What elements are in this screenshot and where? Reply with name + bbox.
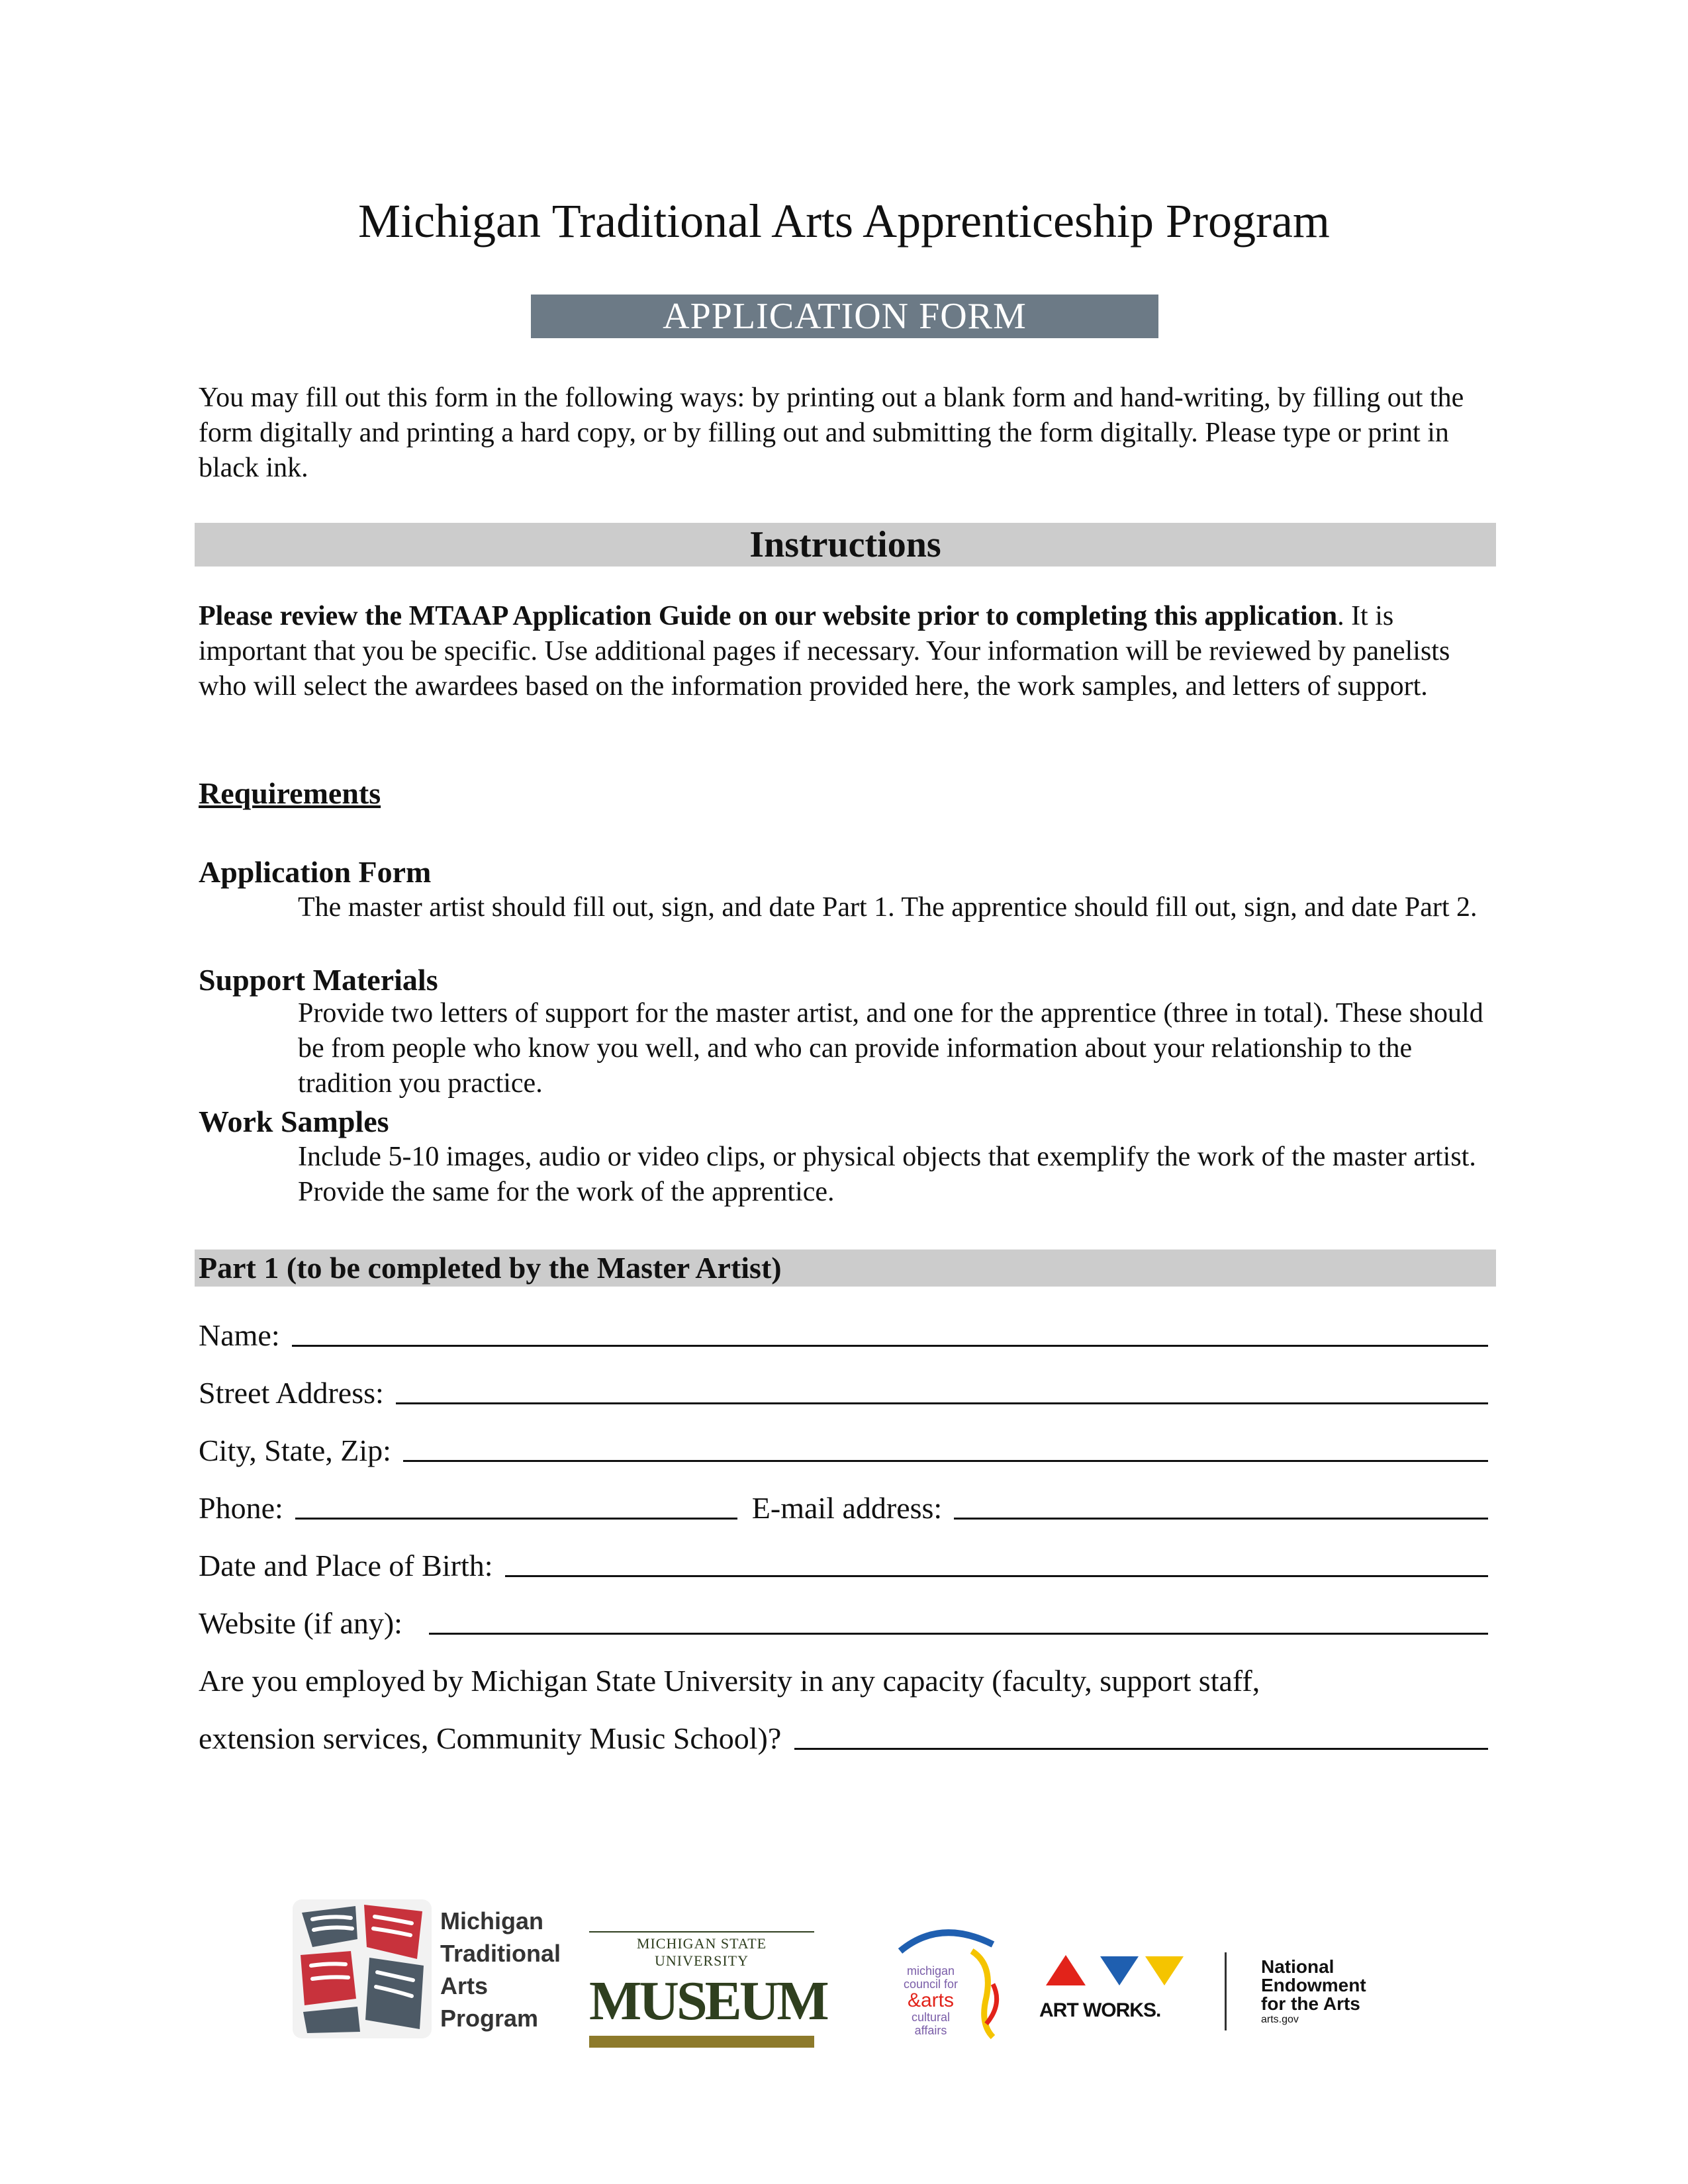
instructions-heading: Instructions [195, 523, 1496, 567]
mcaca-arts: arts [921, 1989, 955, 2011]
nea-word-2: Endowment [1261, 1975, 1366, 1995]
msu-question-text-1: Are you employed by Michigan State University in any capacity (faculty, support staff, [199, 1664, 1260, 1698]
instructions-paragraph [199, 599, 1496, 704]
birth-field-row [199, 1551, 1488, 1581]
req-application-form-title: Application Form [199, 855, 432, 889]
req-support-materials-text: Provide two letters of support for the master artist, and one for the apprentice (three in total). These should be from people who know you well, and who can provide information about your relationship to the tradition you practice. [298, 998, 1483, 1099]
email-label: E-mail address: [751, 1491, 943, 1525]
name-label: Name: [199, 1318, 280, 1352]
mcaca-amp: & [907, 1989, 921, 2011]
req-work-samples-title: Work Samples [199, 1105, 389, 1138]
website-label: Website (if any): [199, 1606, 402, 1640]
form-banner: APPLICATION FORM [531, 295, 1158, 338]
mcaca-word-4: cultural [911, 2011, 951, 2024]
website-input[interactable] [429, 1633, 1488, 1635]
mtap-word-1: Michigan [440, 1907, 544, 1934]
mtap-hands-logo [293, 1899, 432, 2038]
artworks-triangles-icon [1039, 1951, 1192, 1991]
sponsor-logos [0, 1899, 1688, 2071]
email-input[interactable] [954, 1518, 1488, 1520]
req-work-samples-text: Include 5-10 images, audio or video clips, or physical objects that exemplify the work of the master artist. Provide the same for the work of the apprentice. [298, 1142, 1476, 1207]
phone-label: Phone: [199, 1491, 283, 1525]
artworks-text: ART WORKS. [1039, 1999, 1161, 2021]
msu-top-text: MICHIGAN STATE UNIVERSITY [589, 1931, 814, 1970]
req-application-form-text: The master artist should fill out, sign, and date Part 1. The apprentice should fill out, sign, and date Part 2. [298, 892, 1477, 923]
name-input[interactable] [292, 1345, 1488, 1347]
nea-url: arts.gov [1261, 2014, 1299, 2025]
date-place-birth-input[interactable] [505, 1575, 1488, 1577]
msu-employment-input[interactable] [794, 1748, 1488, 1750]
city-label: City, State, Zip: [199, 1433, 391, 1467]
phone-email-row [199, 1493, 1488, 1524]
mcaca-word-2: council for [903, 1978, 959, 1991]
city-field-row [199, 1435, 1488, 1466]
mcaca-text [898, 1964, 964, 2037]
mcaca-logo [894, 1925, 1006, 2044]
msu-gold-bar [589, 2036, 814, 2048]
instructions-rest: . It is important that you be specific. Use additional pages if necessary. Your information will be reviewed by panelists who will select the awardees based on the information provided here, the work samples, and letters of support. [199, 601, 1450, 702]
requirements-heading: Requirements [199, 776, 381, 810]
birth-label: Date and Place of Birth: [199, 1549, 493, 1582]
nea-word-1: National [1261, 1956, 1335, 1977]
intro-text: You may fill out this form in the following ways: by printing out a blank form and hand-writing, by filling out the form digitally and printing a hard copy, or by filling out and submitting the form digitally. Please type or print in black ink. [199, 383, 1464, 483]
mtap-word-2: Traditional [440, 1940, 561, 1967]
req-support-materials-title: Support Materials [199, 963, 438, 997]
part1-heading: Part 1 (to be completed by the Master Artist) [195, 1250, 1496, 1287]
street-field-row [199, 1378, 1488, 1408]
name-field-row [199, 1320, 1488, 1351]
mtap-word-4: Program [440, 2005, 539, 2032]
website-field-row [199, 1608, 1488, 1639]
artworks-logo [1039, 1951, 1192, 2030]
instructions-bold-lead: Please review the MTAAP Application Guide on our website prior to completing this application [199, 601, 1338, 631]
msu-question-text-2: extension services, Community Music School)? [199, 1721, 782, 1755]
page-title: Michigan Traditional Arts Apprenticeship Program [358, 195, 1330, 248]
nea-word-3: for the Arts [1261, 1993, 1360, 2014]
nea-logo [1261, 1958, 1366, 2026]
msu-museum-logo [589, 1931, 827, 2037]
mtap-word-3: Arts [440, 1972, 489, 1999]
street-label: Street Address: [199, 1376, 384, 1410]
msu-question-row [199, 1723, 1488, 1754]
intro-paragraph [199, 381, 1496, 486]
msu-question-line1 [199, 1666, 1488, 1696]
logo-divider [1225, 1952, 1227, 2030]
city-state-zip-input[interactable] [403, 1460, 1488, 1462]
phone-input[interactable] [295, 1518, 737, 1520]
mtap-wordmark [440, 1905, 561, 2034]
msu-museum-text: MUSEUM [589, 1970, 827, 2032]
mcaca-word-5: affairs [914, 2024, 947, 2037]
street-address-input[interactable] [396, 1402, 1488, 1404]
mcaca-word-1: michigan [906, 1964, 955, 1978]
